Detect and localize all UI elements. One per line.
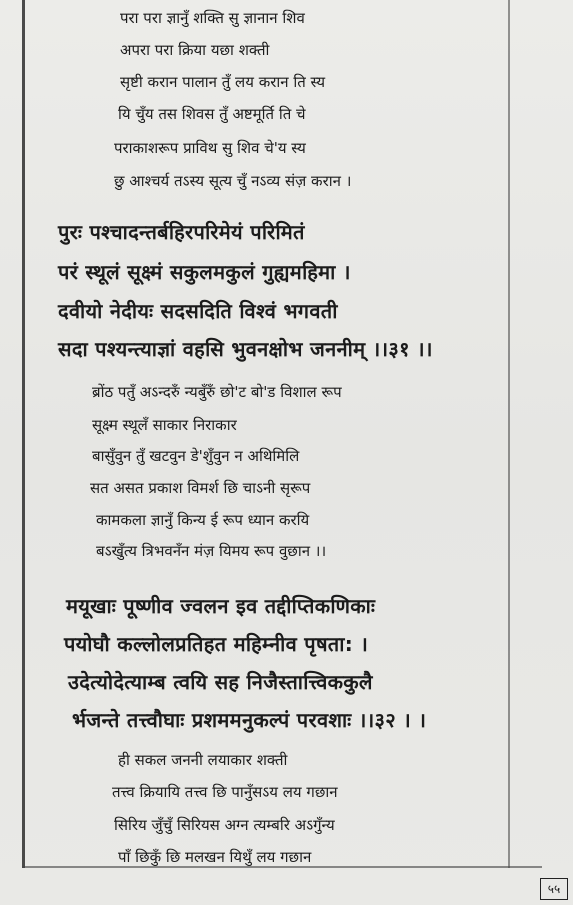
page-number: ५५ <box>540 878 568 900</box>
verse-line: पराकाशरूप प्राविथ सु शिव चे'य स्य <box>114 139 306 157</box>
verse-line: सिरिय जुँचुँ सिरियस अग्न त्यम्बरि अऽगुँन्य <box>114 816 335 834</box>
verse-line: पाँ छिकुँ छि मलखन यिथुँ लय गछान <box>118 848 312 866</box>
verse-line: र्भजन्ते तत्त्वौघाः प्रशममनुकल्पं परवशाः ।।३२ । । <box>72 708 427 732</box>
verse-line: सत असत प्रकाश विमर्श छि चाऽनी सृरूप <box>90 479 311 497</box>
verse-line: अपरा परा क्रिया यछा शक्ती <box>120 41 270 59</box>
verse-line: सूक्ष्म स्थूलँ साकार निराकार <box>92 416 237 434</box>
verse-line: परा परा ज्ञानुँ शक्ति सु ज्ञानान शिव <box>120 9 305 27</box>
verse-line: उदेत्योदेत्याम्ब त्वयि सह निजैस्तात्त्विककुलै <box>68 670 373 694</box>
verse-line: सृष्टी करान पालान तुँ लय करान ति स्य <box>120 73 326 91</box>
verse-line: बऽखुँत्य त्रिभवनँन मंज़ यिमय रूप वुछान ।। <box>96 542 327 560</box>
right-margin-rule <box>508 0 510 868</box>
verse-line: ब्रोंठ पतुँ अऽन्दरुँ न्यबुँरुँ छो'ट बो'ड विशाल रूप <box>92 383 342 401</box>
verse-line: परं स्थूलं सूक्ष्मं सकुलमकुलं गुह्यमहिमा । <box>58 260 351 284</box>
verse-line: छु आश्चर्य तऽस्य सूत्य चुँ नऽव्य संज़ करान । <box>114 172 352 190</box>
verse-line: यि चुँय तस शिवस तुँ अष्टमूर्ति ति चे <box>118 105 306 123</box>
verse-line: कामकला ज्ञानुँ किन्य ई रूप ध्यान करयि <box>96 511 310 529</box>
verse-line: बासुँवुन तुँ खटवुन डे'शुँवुन न अथिमिलि <box>92 447 300 465</box>
verse-line: तत्त्व क्रियायि तत्त्व छि पानुँसऽय लय गछान <box>112 783 338 801</box>
verse-line: मयूखाः पूष्णीव ज्वलन इव तद्दीप्तिकणिकाः <box>66 594 376 618</box>
verse-line: दवीयो नेदीयः सदसदिति विश्वं भगवती <box>58 299 338 323</box>
left-margin-rule <box>22 0 25 868</box>
verse-line: पयोघौ कल्लोलप्रतिहत महिम्नीव पृषता: । <box>64 632 369 656</box>
verse-line: ही सकल जननी लयाकार शक्ती <box>118 751 288 769</box>
verse-line: पुरः पश्चादन्तर्बहिरपरिमेयं परिमितं <box>58 220 305 244</box>
verse-line: सदा पश्यन्त्याज्ञां वहसि भुवनक्षोभ जननीम् ।।३१ ।। <box>58 337 433 361</box>
